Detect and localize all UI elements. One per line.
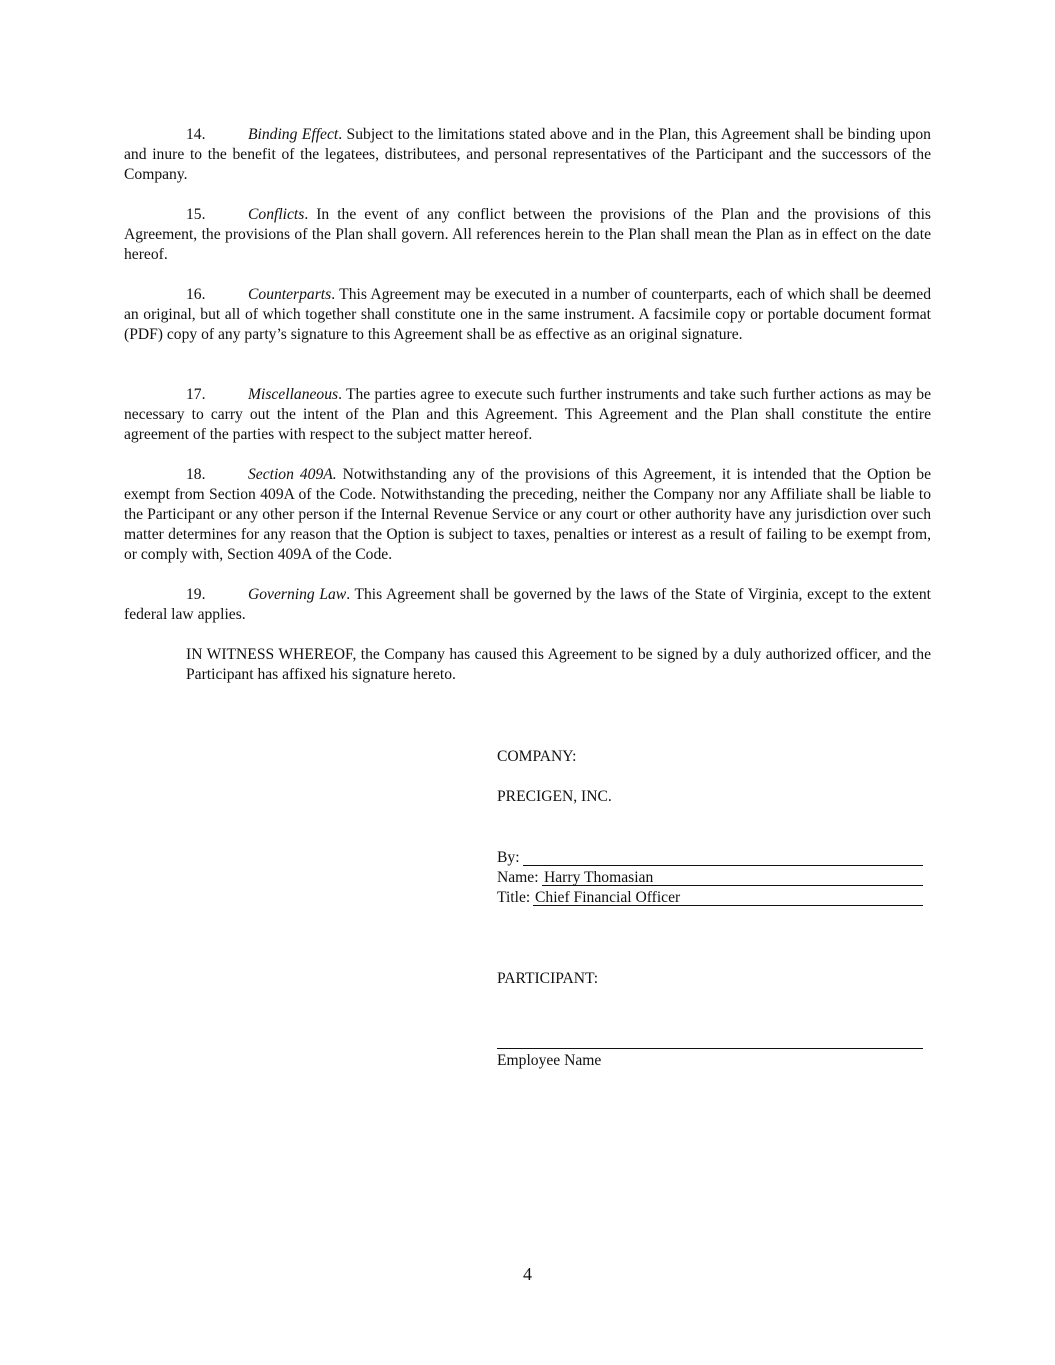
section-heading: Binding Effect	[248, 126, 339, 143]
section-heading: Section 409A.	[248, 466, 337, 483]
section-16	[124, 285, 931, 345]
by-label: By:	[497, 849, 520, 866]
section-body: . The parties agree to execute such further instruments and take such further actions as may be necessary to carry out the intent of the Plan and this Agreement. This Agreement and the Plan shall constitute the entire agreement of the parties with respect to the subject matter hereof.	[124, 386, 931, 443]
section-body: . Subject to the limitations stated above and in the Plan, this Agreement shall be binding upon and inure to the benefit of the legatees, distributees, and personal representatives of the Participant and the successors of the Company.	[124, 126, 931, 183]
section-number: 17.	[186, 386, 206, 403]
section-number: 18.	[186, 466, 206, 483]
by-signature-line	[497, 848, 923, 868]
section-15	[124, 205, 931, 265]
section-19	[124, 585, 931, 625]
participant-label: PARTICIPANT:	[497, 970, 599, 987]
employee-name-label: Employee Name	[497, 1052, 602, 1069]
section-14	[124, 125, 931, 185]
title-label: Title:	[497, 889, 531, 906]
participant-signature-line	[497, 1048, 923, 1049]
section-heading: Governing Law	[248, 586, 347, 603]
section-body: . This Agreement shall be governed by the laws of the State of Virginia, except to the extent federal law applies.	[124, 586, 931, 623]
name-line	[497, 868, 923, 888]
section-number: 16.	[186, 286, 206, 303]
page-number: 4	[523, 1264, 532, 1284]
section-17	[124, 385, 931, 445]
section-body: . This Agreement may be executed in a number of counterparts, each of which shall be deemed an original, but all of which together shall constitute one in the same instrument. A facsimile copy or portable document format (PDF) copy of any party’s signature to this Agreement shall be as effective as an original signature.	[124, 286, 931, 343]
title-line	[497, 888, 923, 908]
section-number: 19.	[186, 586, 206, 603]
section-heading: Miscellaneous	[248, 386, 339, 403]
section-number: 14.	[186, 126, 206, 143]
section-body: . In the event of any conflict between the provisions of the Plan and the provisions of this Agreement, the provisions of the Plan shall govern. All references herein to the Plan shall mean the Plan as in effect on the date hereof.	[124, 206, 931, 263]
witness-clause: IN WITNESS WHEREOF, the Company has caused this Agreement to be signed by a duly authorized officer, and the Participant has affixed his signature hereto.	[186, 646, 931, 683]
by-blank	[523, 849, 923, 866]
name-value: Harry Thomasian	[542, 869, 923, 886]
section-18	[124, 465, 931, 565]
title-value: Chief Financial Officer	[533, 889, 923, 906]
section-number: 15.	[186, 206, 206, 223]
company-name: PRECIGEN, INC.	[497, 788, 612, 805]
section-heading: Counterparts	[248, 286, 332, 303]
section-body: Notwithstanding any of the provisions of this Agreement, it is intended that the Option be exempt from Section 409A of the Code. Notwithstanding the preceding, neither the Company nor any Affiliate shall be liable to the Participant or any other person if the Internal Revenue Service or any court or other authority have any jurisdiction over such matter determines for any reason that the Option is subject to taxes, penalties or interest as a result of failing to be exempt from, or comply with, Section 409A of the Code.	[124, 466, 931, 563]
name-label: Name:	[497, 869, 539, 886]
section-heading: Conflicts	[248, 206, 305, 223]
company-label: COMPANY:	[497, 748, 577, 765]
